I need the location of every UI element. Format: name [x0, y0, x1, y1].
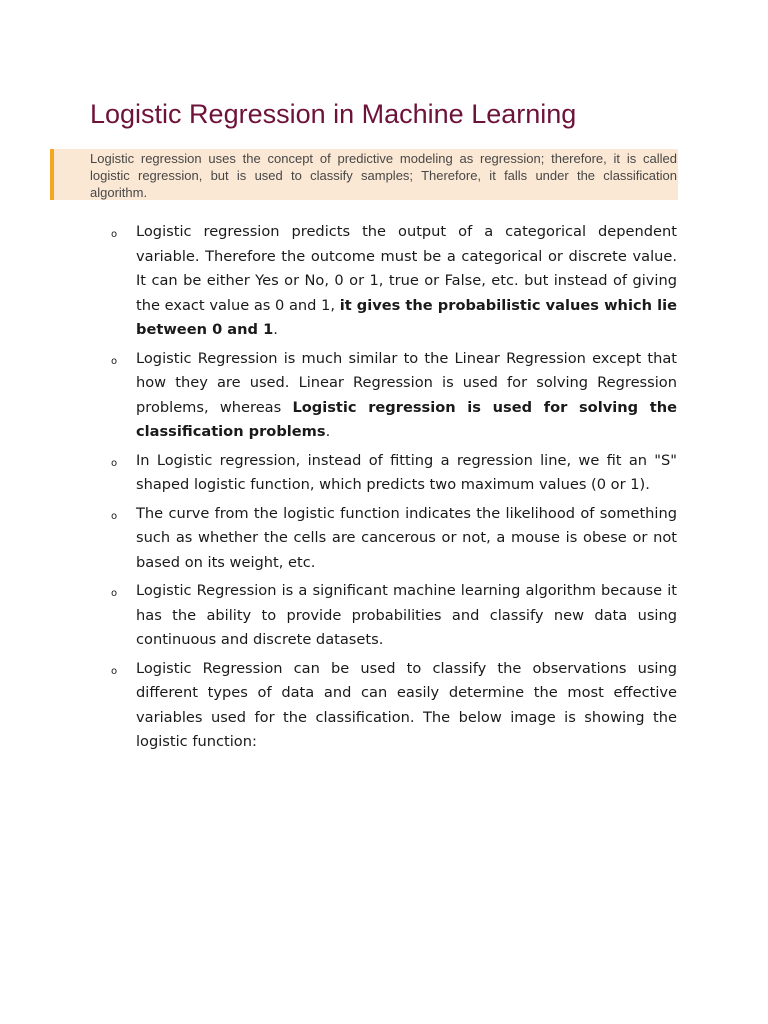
list-item: [111, 347, 677, 445]
bullet-text: Logistic Regression can be used to classify the observations using different types of data and can easily determine the most effective variables used for the classification. The below image is showing the logistic function:: [136, 659, 677, 750]
page-title: Logistic Regression in Machine Learning: [90, 99, 577, 129]
bullet-text-end: .: [325, 423, 331, 440]
bullet-marker: o: [111, 457, 118, 469]
bullet-marker: o: [111, 588, 118, 599]
bullet-text: Logistic Regression is a significant machine learning algorithm because it has the ability to provide probabilities and classify new data using continuous and discrete datasets.: [136, 582, 677, 648]
list-item: [111, 657, 677, 755]
bullet-text: Logistic Regression is much similar to the Linear Regression except that how they are used. Linear Regression is used for solving Regression problems, whereas: [136, 349, 677, 416]
bullet-text: In Logistic regression, instead of fitting a regression line, we fit an "S" shaped logistic function, which predicts two maximum values (0 or 1).: [136, 451, 677, 493]
intro-text: Logistic regression uses the concept of predictive modeling as regression; therefore, it is called logistic regression, but is used to classify samples; Therefore, it falls under the classification algorithm.: [90, 151, 677, 200]
bullet-marker: o: [111, 665, 118, 677]
bullet-bold-text: Logistic regression is used for solving the classification problems: [136, 398, 677, 440]
list-item: [111, 449, 677, 498]
list-item: [111, 502, 677, 576]
bullet-text: The curve from the logistic function indicates the likelihood of something such as whether the cells are cancerous or not, a mouse is obese or not based on its weight, etc.: [136, 504, 677, 571]
intro-callout: [50, 149, 678, 200]
bullet-marker: o: [111, 510, 118, 522]
bullet-marker: o: [111, 355, 118, 367]
bullet-text: Logistic regression predicts the output of a categorical dependent variable. Therefore the outcome must be a categorical or discrete value. It can be either Yes or No, 0 or 1, true or False, etc. but instead of giving the exact value as 0 and 1,: [136, 223, 677, 314]
list-item: [111, 579, 677, 653]
bullet-marker: o: [111, 229, 118, 240]
bullet-bold-text: it gives the probabilistic values which lie between 0 and 1: [136, 296, 677, 338]
bullet-text-end: .: [273, 321, 278, 338]
list-item: [111, 220, 677, 343]
bullet-list: [111, 220, 677, 759]
